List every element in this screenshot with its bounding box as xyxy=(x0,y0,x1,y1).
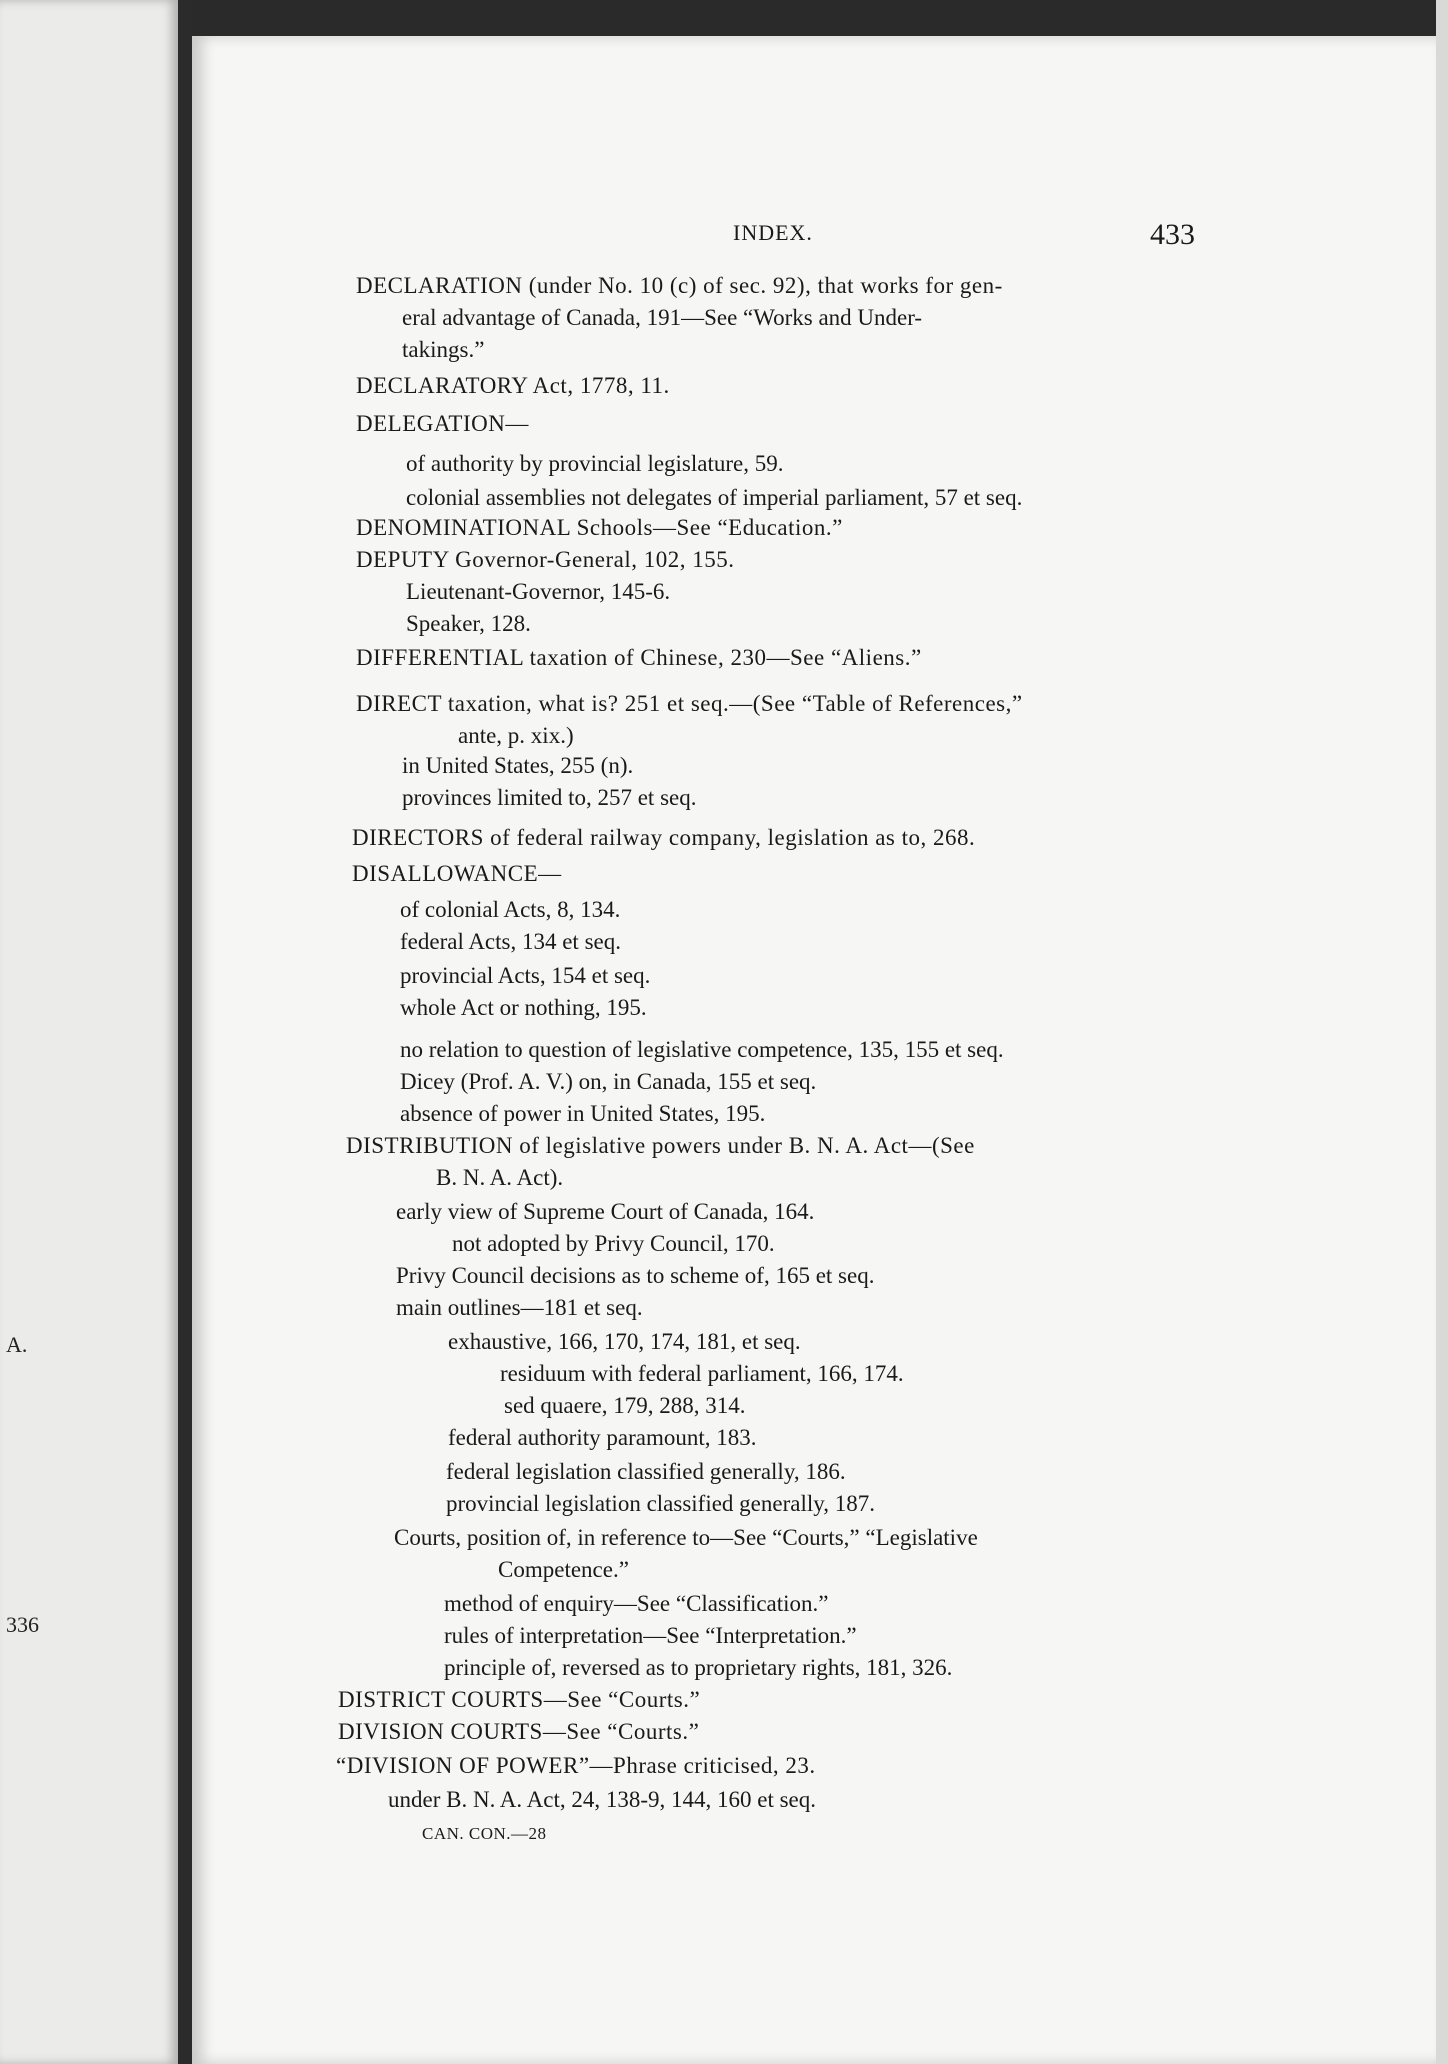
index-entry-heading: DELEGATION— xyxy=(356,411,529,436)
index-subentry: residuum with federal parliament, 166, 174. xyxy=(500,1361,904,1386)
index-subentry: no relation to question of legislative competence, 135, 155 et seq. xyxy=(400,1037,1004,1062)
page-number: 433 xyxy=(1150,218,1195,251)
index-entry-continuation: takings.” xyxy=(402,337,485,362)
index-subentry: rules of interpretation—See “Interpretation.” xyxy=(444,1623,857,1648)
index-subentry: provinces limited to, 257 et seq. xyxy=(402,785,697,810)
index-subentry: Courts, position of, in reference to—See “Courts,” “Legislative xyxy=(394,1525,978,1550)
index-subentry: federal Acts, 134 et seq. xyxy=(400,929,621,954)
index-entry-heading: “DIVISION OF POWER”—Phrase criticised, 23. xyxy=(336,1753,816,1778)
index-entry-heading: DIFFERENTIAL taxation of Chinese, 230—See “Aliens.” xyxy=(356,645,922,670)
index-entry-continuation: ante, p. xix.) xyxy=(458,723,574,748)
index-subentry: in United States, 255 (n). xyxy=(402,753,634,778)
index-entry-continuation: eral advantage of Canada, 191—See “Works and Under- xyxy=(402,305,923,330)
index-subentry: Lieutenant-Governor, 145-6. xyxy=(406,579,671,604)
index-subentry: Privy Council decisions as to scheme of, 165 et seq. xyxy=(396,1263,875,1288)
index-entry-continuation: Competence.” xyxy=(498,1557,629,1582)
signature-mark: CAN. CON.—28 xyxy=(422,1824,547,1843)
index-subentry: exhaustive, 166, 170, 174, 181, et seq. xyxy=(448,1329,801,1354)
index-entry-heading: DISTRIBUTION of legislative powers under B. N. A. Act—(See xyxy=(346,1133,975,1158)
index-subentry: of authority by provincial legislature, 59. xyxy=(406,451,784,476)
index-subentry: method of enquiry—See “Classification.” xyxy=(444,1591,829,1616)
index-subentry: under B. N. A. Act, 24, 138-9, 144, 160 et seq. xyxy=(388,1787,817,1812)
index-entry-heading: DISTRICT COURTS—See “Courts.” xyxy=(338,1687,701,1712)
index-subentry: absence of power in United States, 195. xyxy=(400,1101,766,1126)
index-subentry: principle of, reversed as to proprietary rights, 181, 326. xyxy=(444,1655,953,1680)
index-subentry: provincial Acts, 154 et seq. xyxy=(400,963,651,988)
index-subentry: federal authority paramount, 183. xyxy=(448,1425,757,1450)
index-subentry: colonial assemblies not delegates of imperial parliament, 57 et seq. xyxy=(406,485,1023,510)
index-subentry: federal legislation classified generally, 186. xyxy=(446,1459,846,1484)
left-page-fragment: 336 xyxy=(6,1612,39,1637)
index-subentry: of colonial Acts, 8, 134. xyxy=(400,897,621,922)
index-subentry: provincial legislation classified generally, 187. xyxy=(446,1491,875,1516)
index-entry-heading: DIRECTORS of federal railway company, legislation as to, 268. xyxy=(352,825,976,850)
left-page-fragment: A. xyxy=(6,1332,28,1357)
index-entry-heading: DISALLOWANCE— xyxy=(352,861,562,886)
running-header: INDEX. xyxy=(733,220,813,245)
index-entry-heading: DECLARATION (under No. 10 (c) of sec. 92), that works for gen- xyxy=(356,273,1003,298)
index-subentry: main outlines—181 et seq. xyxy=(396,1295,643,1320)
index-subentry: not adopted by Privy Council, 170. xyxy=(452,1231,775,1256)
index-entry-heading: DEPUTY Governor-General, 102, 155. xyxy=(356,547,735,572)
index-subentry: sed quaere, 179, 288, 314. xyxy=(504,1393,746,1418)
index-entry-heading: DENOMINATIONAL Schools—See “Education.” xyxy=(356,515,843,540)
index-entry-heading: DIVISION COURTS—See “Courts.” xyxy=(338,1719,700,1744)
index-subentry: Speaker, 128. xyxy=(406,611,531,636)
index-entry-heading: DECLARATORY Act, 1778, 11. xyxy=(356,373,670,398)
index-subentry: Dicey (Prof. A. V.) on, in Canada, 155 et seq. xyxy=(400,1069,817,1094)
index-entry-continuation: B. N. A. Act). xyxy=(436,1165,564,1190)
index-subentry: whole Act or nothing, 195. xyxy=(400,995,647,1020)
index-entry-heading: DIRECT taxation, what is? 251 et seq.—(See “Table of References,” xyxy=(356,691,1023,716)
index-subentry: early view of Supreme Court of Canada, 164. xyxy=(396,1199,815,1224)
